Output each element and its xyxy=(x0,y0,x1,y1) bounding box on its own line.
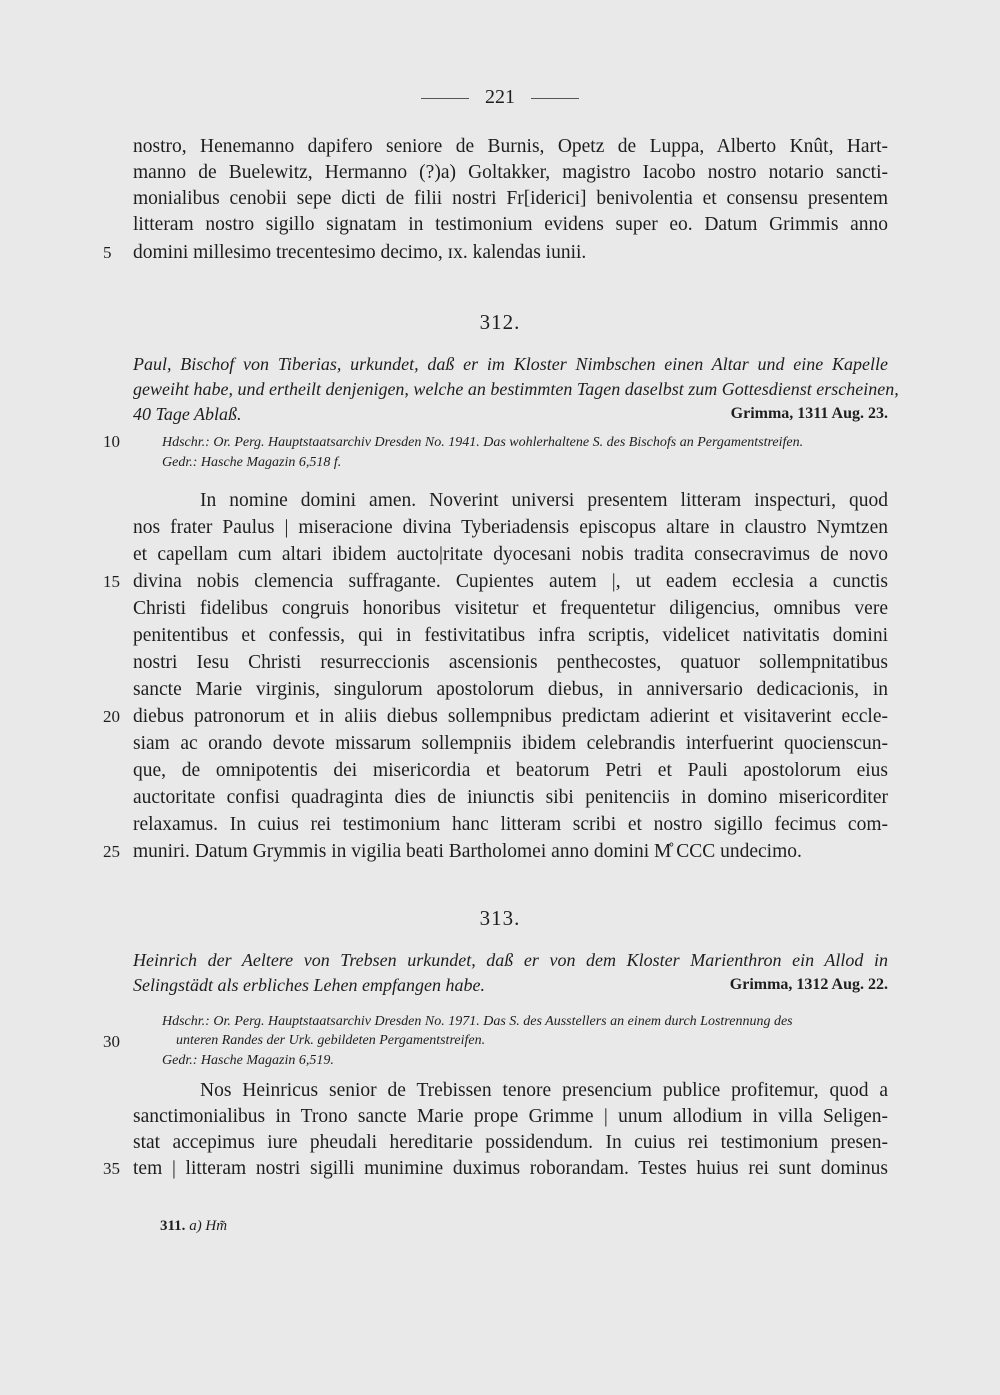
text-line: nostri Iesu Christi resurreccionis ascensionis penthecostes, quatuor sollempnitatibus xyxy=(133,652,888,673)
document-number-312: 312. xyxy=(479,310,521,334)
text-line: Christi fidelibus congruis honoribus visitetur et frequentetur diligencius, omnibus vere xyxy=(133,598,888,619)
text-line: que, de omnipotentis dei misericordia et beatorum Petri et Pauli apostolorum eius xyxy=(133,760,888,781)
source-line: unteren Randes der Urk. gebildeten Pergamentstreifen. xyxy=(176,1033,486,1048)
source-line: Gedr.: Hasche Magazin 6,519. xyxy=(162,1053,334,1068)
intro-line: nostro, Henemanno dapifero seniore de Burnis, Opetz de Luppa, Alberto Knût, Hart- xyxy=(133,136,888,157)
source-line: Gedr.: Hasche Magazin 6,518 f. xyxy=(162,455,342,470)
regest-line: Heinrich der Aeltere von Trebsen urkundet, daß er von dem Kloster Marienthron ein Allod in xyxy=(133,950,888,970)
text-line: et capellam cum altari ibidem aucto|ritate dyocesani nobis tradita consecravimus de novo xyxy=(133,544,888,565)
intro-line: monialibus cenobii sepe dicti de filii nostri Fr[iderici] benivolentia et consensu presentem xyxy=(133,188,888,209)
line-number: 15 xyxy=(103,572,120,591)
text-line: stat accepimus iure pheudali hereditarie possidendum. In cuius rei testimonium presen- xyxy=(133,1132,888,1153)
line-number: 25 xyxy=(103,842,120,861)
text-line: relaxamus. In cuius rei testimonium hanc litteram scribi et nostro sigillo fecimus com- xyxy=(133,814,888,835)
regest-line: geweiht habe, und ertheilt denjenigen, welche an bestimmten Tagen daselbst zum Gottesdienst erscheinen, xyxy=(133,379,899,399)
text-line: siam ac orando devote missarum sollempniis ibidem celebrandis interfuerint quocienscun- xyxy=(133,733,888,754)
page-number: 221 xyxy=(485,86,515,108)
header-rule-left xyxy=(421,98,469,99)
source-line: Hdschr.: Or. Perg. Hauptstaatsarchiv Dresden No. 1941. Das wohlerhaltene S. des Bischofs an Pergamentstreifen. xyxy=(162,435,804,450)
regest-line-last xyxy=(133,973,888,997)
page-header xyxy=(0,86,1000,109)
text-line: sanctimonialibus in Trono sancte Marie prope Grimme | unum allodium in villa Seligen- xyxy=(133,1106,888,1127)
footnote xyxy=(160,1218,227,1235)
regest-line-last xyxy=(133,402,888,426)
line-number: 35 xyxy=(103,1159,120,1178)
header-rule-right xyxy=(531,98,579,99)
text-line: sancte Marie virginis, singulorum apostolorum diebus, in anniversario dedicacionis, in xyxy=(133,679,888,700)
line-number: 20 xyxy=(103,707,120,726)
line-number: 30 xyxy=(103,1032,120,1051)
text-line: divina nobis clemencia suffragante. Cupientes autem |, ut eadem ecclesia a cunctis xyxy=(133,571,888,592)
text-line: nos frater Paulus | miseracione divina Tyberiadensis episcopus altare in claustro Nymtzen xyxy=(133,517,888,538)
line-number: 10 xyxy=(103,432,120,451)
intro-line: domini millesimo trecentesimo decimo, ɪx. kalendas iunii. xyxy=(133,242,587,263)
place-date: Grimma, 1311 Aug. 23. xyxy=(730,405,888,422)
regest-line: Paul, Bischof von Tiberias, urkundet, daß er im Kloster Nimbschen einen Altar und eine Kapelle xyxy=(133,354,888,374)
footnote-text: a) Hm̃ xyxy=(189,1218,228,1234)
document-number-313: 313. xyxy=(479,906,521,930)
regest-text: 40 Tage Ablaß. xyxy=(133,404,242,424)
line-number: 5 xyxy=(103,243,112,262)
source-line: Hdschr.: Or. Perg. Hauptstaatsarchiv Dresden No. 1971. Das S. des Ausstellers an einem durch Lostrennung des xyxy=(162,1014,793,1029)
text-line: tem | litteram nostri sigilli munimine duximus roborandam. Testes huius rei sunt dominus xyxy=(133,1158,888,1179)
text-line: penitentibus et confessis, qui in festivitatibus infra scriptis, videlicet nativitatis domini xyxy=(133,625,888,646)
place-date: Grimma, 1312 Aug. 22. xyxy=(729,976,888,993)
text-line: muniri. Datum Grymmis in vigilia beati Bartholomei anno domini M̊ CCC undecimo. xyxy=(133,841,802,862)
text-line: Nos Heinricus senior de Trebissen tenore presencium publice profitemur, quod a xyxy=(200,1080,888,1101)
footnote-ref: 311. xyxy=(160,1218,186,1234)
intro-line: manno de Buelewitz, Hermanno (?)a) Goltakker, magistro Iacobo nostro notario sancti- xyxy=(133,162,888,183)
text-line: auctoritate confisi quadraginta dies de iniunctis sibi penitenciis in domino misericorditer xyxy=(133,787,888,808)
regest-text: Selingstädt als erbliches Lehen empfangen habe. xyxy=(133,975,485,995)
text-line: diebus patronorum et in aliis diebus sollempnibus predictam adierint et visitaverint eccle- xyxy=(133,706,888,727)
text-line: In nomine domini amen. Noverint universi presentem litteram inspecturi, quod xyxy=(200,490,888,511)
intro-line: litteram nostro sigillo signatam in testimonium evidens super eo. Datum Grimmis anno xyxy=(133,214,888,235)
